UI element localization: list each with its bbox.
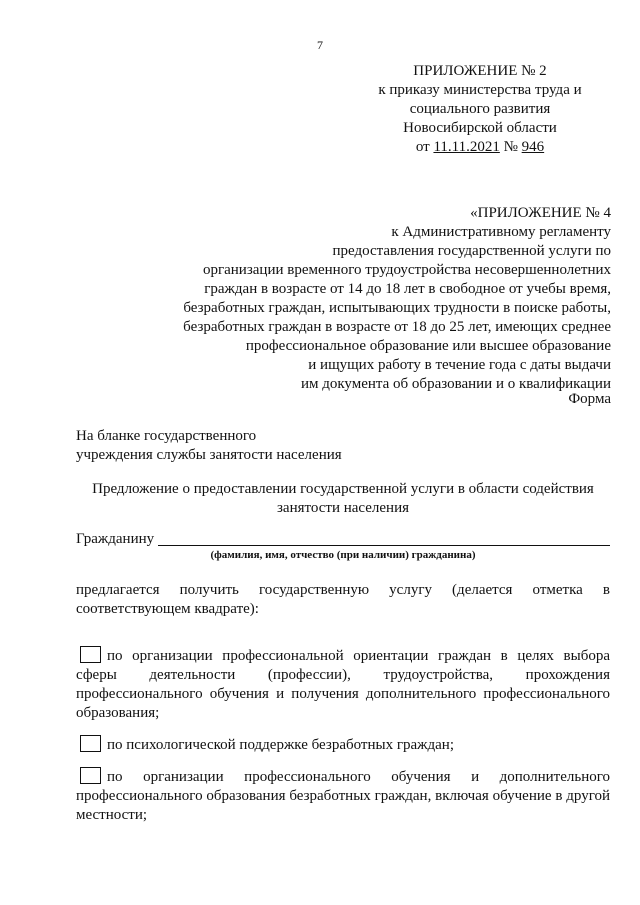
title-line: Предложение о предоставлении государственной услуги в области содействия <box>92 481 594 497</box>
order-number: 946 <box>521 139 545 155</box>
appendix-4-line: «ПРИЛОЖЕНИЕ № 4 <box>470 205 611 221</box>
checkbox[interactable] <box>80 646 101 663</box>
appendix-4-line: граждан в возрасте от 14 до 18 лет в свободное от учебы время, <box>204 281 611 297</box>
citizen-label: Гражданину <box>76 531 155 547</box>
appendix-2-title: ПРИЛОЖЕНИЕ № 2 <box>413 63 547 79</box>
option-psychological-support <box>76 735 610 755</box>
option-text: по организации профессионального обучения и дополнительного профессионального образования безработных граждан, включая обучение в другой местности; <box>76 769 610 823</box>
appendix-4-line: предоставления государственной услуги по <box>332 243 611 259</box>
appendix-4-line: безработных граждан, испытывающих трудности в поиске работы, <box>183 300 611 316</box>
appendix-4-line: организации временного трудоустройства несовершеннолетних <box>202 262 611 278</box>
appendix-2-line: к приказу министерства труда и <box>378 82 582 98</box>
appendix-4-line: и ищущих работу в течение года с даты выдачи <box>308 357 611 373</box>
checkbox[interactable] <box>80 735 101 752</box>
appendix-4-line: профессиональное образование или высшее образование <box>245 338 611 354</box>
option-career-guidance <box>76 647 610 723</box>
citizen-caption: (фамилия, имя, отчество (при наличии) гражданина) <box>210 549 476 561</box>
intro-paragraph: предлагается получить государственную услугу (делается отметка в соответствующем квадрате): <box>76 582 610 617</box>
option-vocational-training <box>76 768 610 825</box>
appendix-2-header <box>350 62 610 157</box>
letterhead-line: На бланке государственного <box>76 428 257 444</box>
appendix-4-line: к Административному регламенту <box>391 224 611 240</box>
number-prefix: № <box>499 139 522 155</box>
appendix-4-header <box>91 204 611 394</box>
order-date: 11.11.2021 <box>433 139 500 155</box>
page-number: 7 <box>317 38 323 52</box>
letterhead-line: учреждения службы занятости населения <box>76 447 342 463</box>
citizen-name-line[interactable] <box>158 545 610 546</box>
appendix-4-line: им документа об образовании и о квалификации <box>300 376 611 392</box>
form-label: Форма <box>568 391 611 407</box>
option-text: по организации профессиональной ориентации граждан в целях выбора сферы деятельности (профессии), трудоустройства, прохождения профессионального обучения и получения дополнительного профессионального образования; <box>76 648 610 721</box>
citizen-field[interactable] <box>76 531 610 548</box>
title-line: занятости населения <box>276 500 409 516</box>
document-title <box>76 480 610 518</box>
appendix-2-line: социального развития <box>409 101 551 117</box>
appendix-4-line: безработных граждан в возрасте от 18 до 25 лет, имеющих среднее <box>183 319 611 335</box>
checkbox[interactable] <box>80 767 101 784</box>
letterhead-note <box>76 427 342 465</box>
appendix-2-line: Новосибирской области <box>403 120 557 136</box>
option-text: по психологической поддержке безработных граждан; <box>107 737 454 753</box>
date-prefix: от <box>415 139 434 155</box>
appendix-2-date-line <box>350 138 610 157</box>
